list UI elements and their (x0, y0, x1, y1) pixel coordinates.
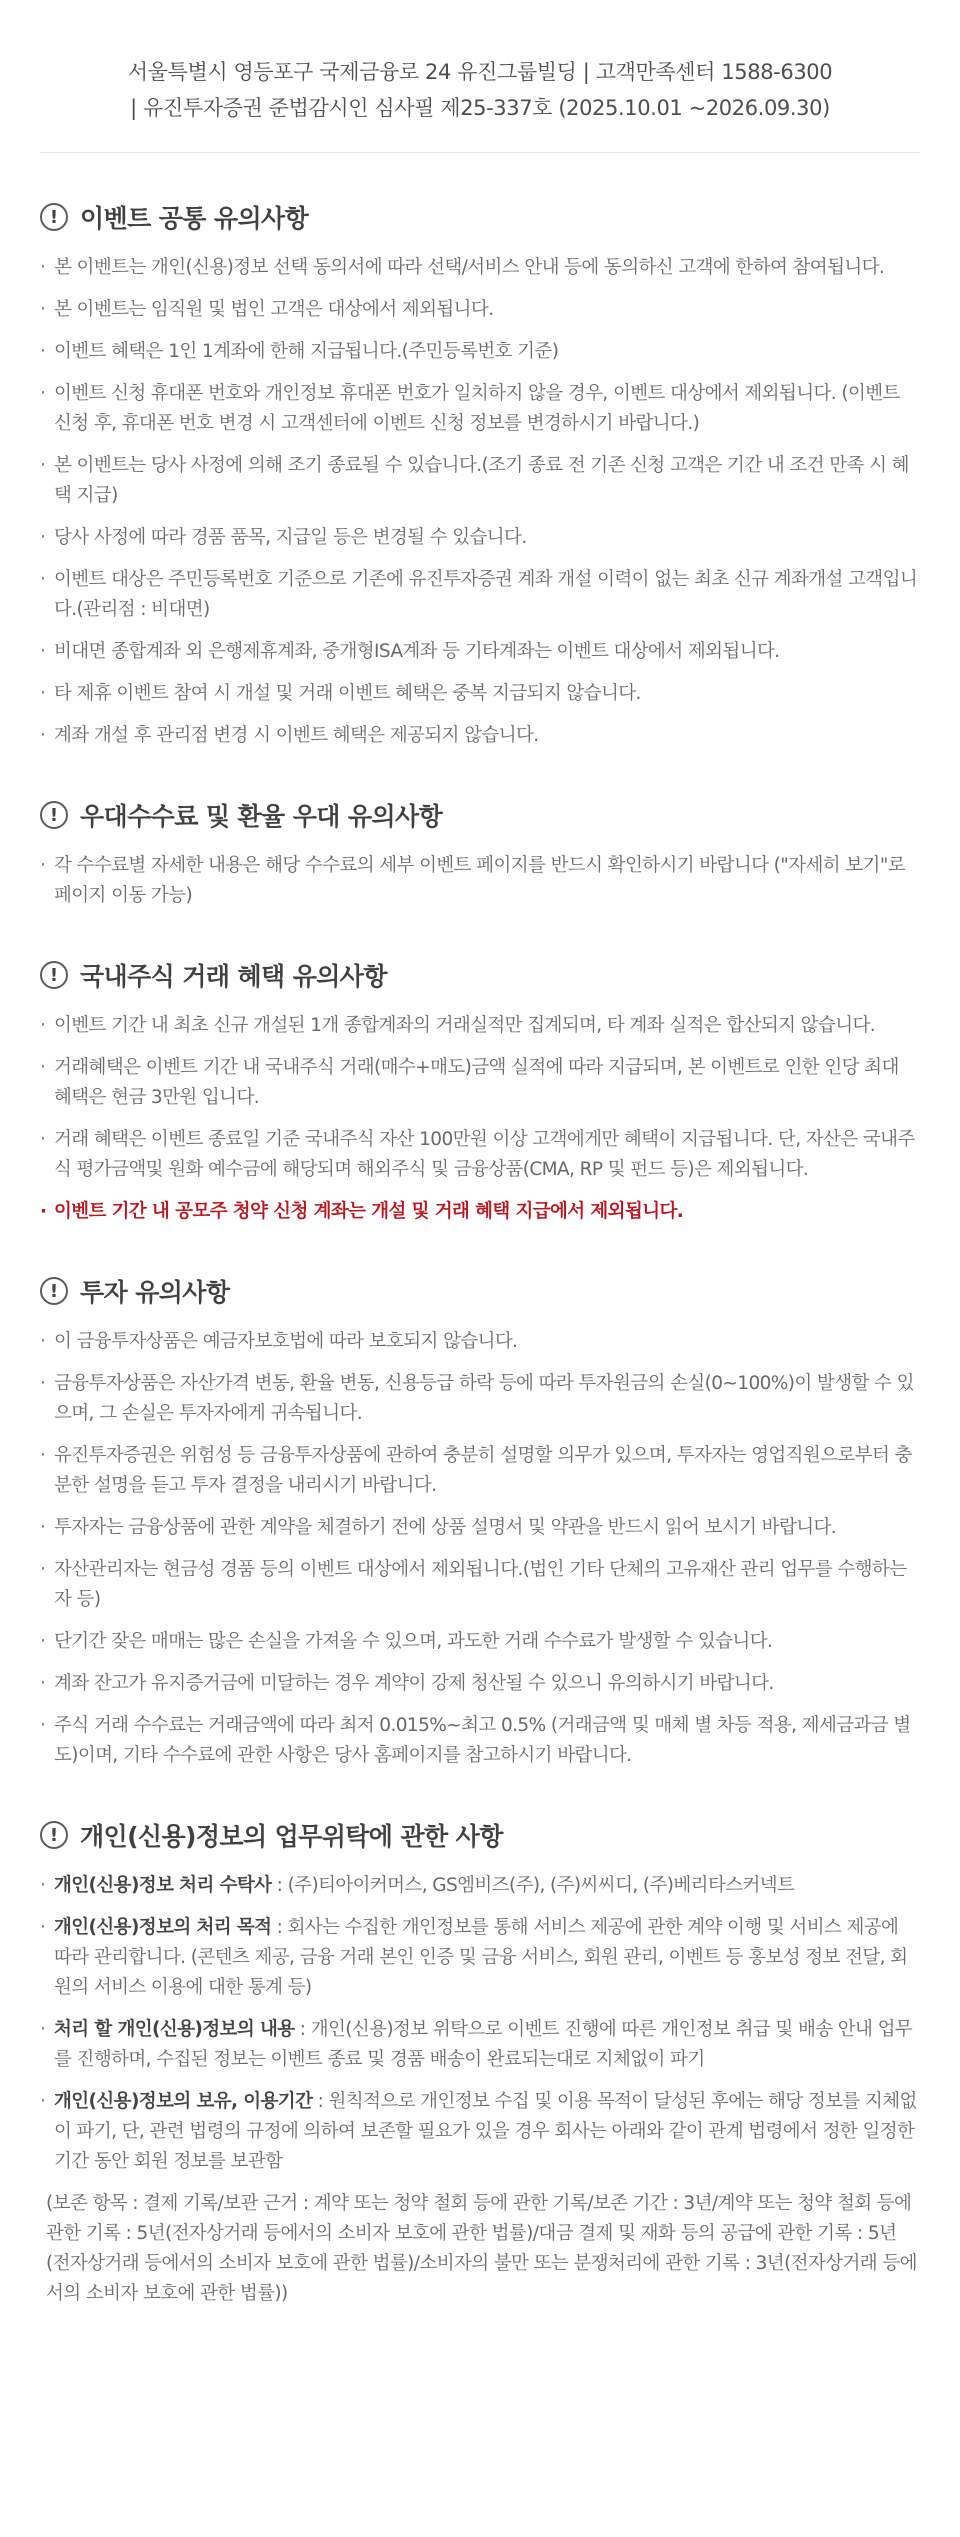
item-text: : 개인(신용)정보 위탁으로 이벤트 진행에 따른 개인정보 취급 및 배송 안내 업무를 진행하며, 수집된 정보는 이벤트 종료 및 경품 배송이 완료되는대로 지체없이 파기 (54, 2019, 913, 2070)
list-item (40, 1913, 920, 2003)
list-item: · 단기간 잦은 매매는 많은 손실을 가져올 수 있으며, 과도한 거래 수수료가 발생할 수 있습니다. (40, 1627, 920, 1657)
list-item: · 거래 혜택은 이벤트 종료일 기준 국내주식 자산 100만원 이상 고객에게만 혜택이 지급됩니다. 단, 자산은 국내주식 평가금액및 원화 예수금에 해당되며 해외주식 및 금융상품(CMA, RP 및 펀드 등)은 제외됩니다. (40, 1125, 920, 1185)
list-item (40, 2015, 920, 2075)
list-item: · 자산관리자는 현금성 경품 등의 이벤트 대상에서 제외됩니다.(법인 기타 단체의 고유재산 관리 업무를 수행하는 자 등) (40, 1555, 920, 1615)
notice-section (40, 1815, 920, 2309)
list-item: · 이벤트 혜택은 1인 1계좌에 한해 지급됩니다.(주민등록번호 기준) (40, 337, 920, 367)
item-label: 개인(신용)정보의 보유, 이용기간 (54, 2091, 313, 2112)
divider (40, 152, 920, 153)
section-heading (40, 1815, 920, 1855)
section-title: 개인(신용)정보의 업무위탁에 관한 사항 (80, 1822, 503, 1851)
notice-sections (40, 197, 920, 2309)
list-item: · 타 제휴 이벤트 참여 시 개설 및 거래 이벤트 혜택은 중복 지급되지 않습니다. (40, 679, 920, 709)
exclamation-icon: ! (40, 1277, 68, 1305)
section-title: 투자 유의사항 (80, 1278, 230, 1307)
exclamation-icon: ! (40, 1821, 68, 1849)
section-heading (40, 1271, 920, 1311)
address-line: 서울특별시 영등포구 국제금융로 24 유진그룹빌딩 | 고객만족센터 1588-6300 (127, 60, 833, 84)
list-item: · 금융투자상품은 자산가격 변동, 환율 변동, 신용등급 하락 등에 따라 투자원금의 손실(0~100%)이 발생할 수 있으며, 그 손실은 투자자에게 귀속됩니다. (40, 1369, 920, 1429)
section-heading (40, 795, 920, 835)
section-title: 우대수수료 및 환율 우대 유의사항 (80, 802, 443, 831)
list-item: · 비대면 종합계좌 외 은행제휴계좌, 중개형ISA계좌 등 기타계좌는 이벤트 대상에서 제외됩니다. (40, 637, 920, 667)
list-item: · 계좌 개설 후 관리점 변경 시 이벤트 혜택은 제공되지 않습니다. (40, 721, 920, 751)
notice-list (40, 253, 920, 751)
notice-section (40, 955, 920, 1227)
list-item: · 계좌 잔고가 유지증거금에 미달하는 경우 계약이 강제 청산될 수 있으니 유의하시기 바랍니다. (40, 1669, 920, 1699)
item-text: : 원칙적으로 개인정보 수집 및 이용 목적이 달성된 후에는 해당 정보를 지체없이 파기, 단, 관련 법령의 규정에 의하여 보존할 필요가 있을 경우 회사는 아래와 같이 관계 법령에서 정한 일정한 기간 동안 회원 정보를 보관함 (54, 2091, 917, 2172)
exclamation-icon: ! (40, 203, 68, 231)
list-item: · 이벤트 기간 내 공모주 청약 신청 계좌는 개설 및 거래 혜택 지급에서 제외됩니다. (40, 1197, 920, 1227)
exclamation-icon: ! (40, 961, 68, 989)
retention-note: (보존 항목 : 결제 기록/보관 근거 : 계약 또는 청약 철회 등에 관한 기록/보존 기간 : 3년/계약 또는 청약 철회 등에 관한 기록 : 5년(전자상거래 등에서의 소비자 보호에 관한 법률)/대금 결제 및 재화 등의 공급에 관한 기록 : 5년 (전자상거래 등에서의 소비자 보호에 관한 법률)/소비자의 불만 또는 분쟁처리에 관한 기록 : 3년(전자상거래 등에서의 소비자 보호에 관한 법률)) (46, 2193, 917, 2304)
compliance-line: | 유진투자증권 준법감시인 심사필 제25-337호 (2025.10.01 ~2026.09.30) (130, 96, 830, 120)
notice-section (40, 795, 920, 911)
item-label: 개인(신용)정보 처리 수탁사 (54, 1875, 272, 1896)
list-item: · 이벤트 기간 내 최초 신규 개설된 1개 종합계좌의 거래실적만 집계되며, 타 계좌 실적은 합산되지 않습니다. (40, 1011, 920, 1041)
notice-list (40, 1871, 920, 2177)
list-item: · 본 이벤트는 개인(신용)정보 선택 동의서에 따라 선택/서비스 안내 등에 동의하신 고객에 한하여 참여됩니다. (40, 253, 920, 283)
item-label: 처리 할 개인(신용)정보의 내용 (54, 2019, 295, 2040)
notice-list (40, 1327, 920, 1771)
list-item: · 거래혜택은 이벤트 기간 내 국내주식 거래(매수+매도)금액 실적에 따라 지급되며, 본 이벤트로 인한 인당 최대 혜택은 현금 3만원 입니다. (40, 1053, 920, 1113)
notice-list (40, 851, 920, 911)
footer-info (40, 54, 920, 126)
section-title: 국내주식 거래 혜택 유의사항 (80, 962, 387, 991)
list-item: · 본 이벤트는 임직원 및 법인 고객은 대상에서 제외됩니다. (40, 295, 920, 325)
item-text: : 회사는 수집한 개인정보를 통해 서비스 제공에 관한 계약 이행 및 서비스 제공에 따라 관리합니다. (콘텐츠 제공, 금융 거래 본인 인증 및 금융 서비스, 회원 관리, 이벤트 등 홍보성 정보 전달, 회원의 서비스 이용에 대한 통계 등) (54, 1917, 908, 1998)
item-label: 개인(신용)정보의 처리 목적 (54, 1917, 272, 1938)
section-title: 이벤트 공통 유의사항 (80, 204, 309, 233)
exclamation-icon: ! (40, 801, 68, 829)
section-heading (40, 955, 920, 995)
list-item: · 각 수수료별 자세한 내용은 해당 수수료의 세부 이벤트 페이지를 반드시 확인하시기 바랍니다 ("자세히 보기"로 페이지 이동 가능) (40, 851, 920, 911)
notice-section (40, 197, 920, 751)
list-item: · 이벤트 대상은 주민등록번호 기준으로 기존에 유진투자증권 계좌 개설 이력이 없는 최초 신규 계좌개설 고객입니다.(관리점 : 비대면) (40, 565, 920, 625)
list-item: · 투자자는 금융상품에 관한 계약을 체결하기 전에 상품 설명서 및 약관을 반드시 읽어 보시기 바랍니다. (40, 1513, 920, 1543)
list-item: · 주식 거래 수수료는 거래금액에 따라 최저 0.015%~최고 0.5% (거래금액 및 매체 별 차등 적용, 제세금과금 별도)이며, 기타 수수료에 관한 사항은 당사 홈페이지를 참고하시기 바랍니다. (40, 1711, 920, 1771)
list-item: · 이벤트 신청 휴대폰 번호와 개인정보 휴대폰 번호가 일치하지 않을 경우, 이벤트 대상에서 제외됩니다. (이벤트 신청 후, 휴대폰 번호 변경 시 고객센터에 이벤트 신청 정보를 변경하시기 바랍니다.) (40, 379, 920, 439)
list-item: · 본 이벤트는 당사 사정에 의해 조기 종료될 수 있습니다.(조기 종료 전 기존 신청 고객은 기간 내 조건 만족 시 혜택 지급) (40, 451, 920, 511)
list-item (40, 2087, 920, 2177)
notice-section (40, 1271, 920, 1771)
list-item (40, 1871, 920, 1901)
item-text: : (주)티아이커머스, GS엠비즈(주), (주)씨씨디, (주)베리타스커넥트 (271, 1875, 795, 1896)
section-heading (40, 197, 920, 237)
list-item: · 이 금융투자상품은 예금자보호법에 따라 보호되지 않습니다. (40, 1327, 920, 1357)
notice-list (40, 1011, 920, 1227)
list-item: · 당사 사정에 따라 경품 품목, 지급일 등은 변경될 수 있습니다. (40, 523, 920, 553)
list-item: · 유진투자증권은 위험성 등 금융투자상품에 관하여 충분히 설명할 의무가 있으며, 투자자는 영업직원으로부터 충분한 설명을 듣고 투자 결정을 내리시기 바랍니다. (40, 1441, 920, 1501)
